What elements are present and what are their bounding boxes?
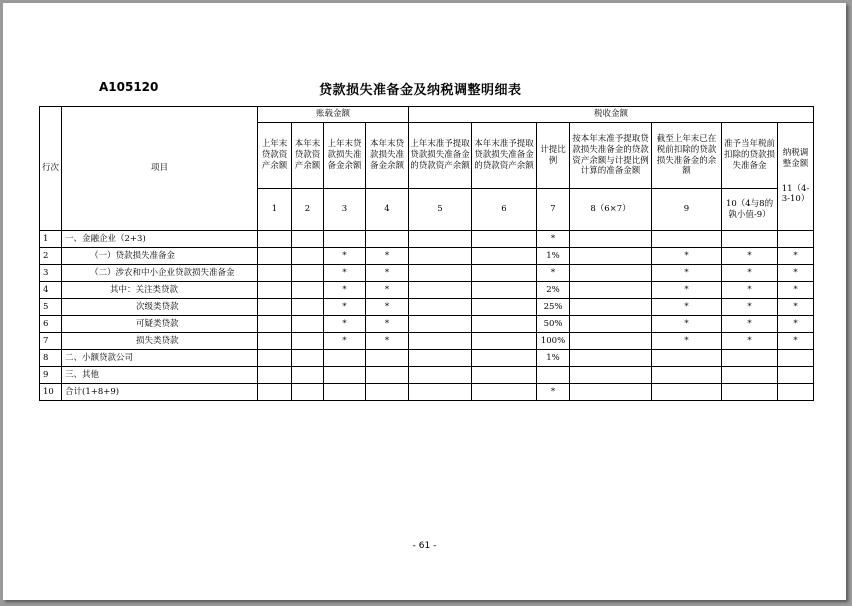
cell-col-7: 25%	[537, 299, 570, 316]
header-col-3: 上年末贷款损失准备金余额	[324, 123, 366, 189]
cell-col-5	[409, 316, 472, 333]
header-col-2: 本年末贷款资产余额	[292, 123, 324, 189]
cell-col-8	[570, 248, 652, 265]
cell-col-3	[324, 350, 366, 367]
cell-col-8	[570, 265, 652, 282]
cell-col-6	[472, 248, 537, 265]
row-item-label: 二、小额贷款公司	[62, 350, 258, 367]
cell-col-7: 2%	[537, 282, 570, 299]
cell-col-9: *	[652, 316, 722, 333]
cell-col-5	[409, 265, 472, 282]
row-item-label: 其中：关注类贷款	[62, 282, 258, 299]
cell-col-2	[292, 350, 324, 367]
row-item-label: 三、其他	[62, 367, 258, 384]
header-col-8: 按本年末准予提取贷款损失准备金的贷款资产余额与计提比例计算的准备金额	[570, 123, 652, 189]
cell-col-3	[324, 367, 366, 384]
cell-col-4: *	[366, 265, 409, 282]
col-number-3: 3	[324, 189, 366, 231]
cell-col-5	[409, 248, 472, 265]
cell-col-8	[570, 384, 652, 401]
table-row	[40, 367, 814, 384]
cell-col-5	[409, 231, 472, 248]
cell-col-6	[472, 333, 537, 350]
cell-col-5	[409, 333, 472, 350]
row-number: 6	[40, 316, 62, 333]
cell-col-6	[472, 265, 537, 282]
header-col-11-label: 纳税调整金额	[782, 147, 809, 169]
row-item-label: 一、金融企业（2+3)	[62, 231, 258, 248]
cell-col-9	[652, 231, 722, 248]
cell-col-2	[292, 265, 324, 282]
col-number-1: 1	[258, 189, 292, 231]
cell-col-6	[472, 282, 537, 299]
cell-col-9	[652, 367, 722, 384]
cell-col-2	[292, 299, 324, 316]
cell-col-1	[258, 384, 292, 401]
cell-col-1	[258, 350, 292, 367]
cell-col-10	[722, 350, 778, 367]
table-row	[40, 350, 814, 367]
cell-col-6	[472, 231, 537, 248]
table-row	[40, 333, 814, 350]
cell-col-1	[258, 367, 292, 384]
row-number: 5	[40, 299, 62, 316]
page-number: - 61 -	[412, 541, 437, 551]
cell-col-1	[258, 265, 292, 282]
cell-col-1	[258, 248, 292, 265]
cell-col-8	[570, 367, 652, 384]
cell-col-4: *	[366, 299, 409, 316]
cell-col-8	[570, 231, 652, 248]
cell-col-8	[570, 316, 652, 333]
header-tax-amount: 税收金额	[409, 107, 814, 123]
cell-col-4: *	[366, 316, 409, 333]
row-number: 2	[40, 248, 62, 265]
header-col-11	[778, 123, 814, 231]
col-number-5: 5	[409, 189, 472, 231]
cell-col-11	[778, 350, 814, 367]
cell-col-3: *	[324, 316, 366, 333]
header-col-6: 本年末准予提取贷款损失准备金的贷款资产余额	[472, 123, 537, 189]
cell-col-2	[292, 333, 324, 350]
cell-col-10: *	[722, 316, 778, 333]
row-number: 9	[40, 367, 62, 384]
table-row	[40, 299, 814, 316]
cell-col-6	[472, 316, 537, 333]
cell-col-9: *	[652, 333, 722, 350]
cell-col-5	[409, 384, 472, 401]
header-col-10: 准予当年税前扣除的贷款损失准备金	[722, 123, 778, 189]
row-number: 8	[40, 350, 62, 367]
cell-col-8	[570, 282, 652, 299]
cell-col-4: *	[366, 333, 409, 350]
cell-col-4	[366, 367, 409, 384]
cell-col-1	[258, 282, 292, 299]
header-col-9: 截至上年末已在税前扣除的贷款损失准备金的余额	[652, 123, 722, 189]
cell-col-10: *	[722, 282, 778, 299]
cell-col-9: *	[652, 248, 722, 265]
row-number: 4	[40, 282, 62, 299]
cell-col-11	[778, 231, 814, 248]
form-code: A105120	[99, 80, 159, 94]
adjustment-table	[39, 106, 814, 401]
cell-col-11: *	[778, 282, 814, 299]
cell-col-10: *	[722, 299, 778, 316]
cell-col-6	[472, 367, 537, 384]
row-item-label: （一）贷款损失准备金	[62, 248, 258, 265]
cell-col-4	[366, 231, 409, 248]
cell-col-11: *	[778, 316, 814, 333]
header-book-amount: 账载金额	[258, 107, 409, 123]
header-row-no: 行次	[40, 107, 62, 231]
row-number: 3	[40, 265, 62, 282]
cell-col-3: *	[324, 299, 366, 316]
table-body	[40, 231, 814, 401]
col-number-8: 8（6×7）	[570, 189, 652, 231]
cell-col-8	[570, 299, 652, 316]
cell-col-7: 100%	[537, 333, 570, 350]
cell-col-3	[324, 231, 366, 248]
cell-col-8	[570, 333, 652, 350]
cell-col-8	[570, 350, 652, 367]
cell-col-6	[472, 384, 537, 401]
cell-col-7: 1%	[537, 248, 570, 265]
cell-col-7: 1%	[537, 350, 570, 367]
cell-col-4	[366, 384, 409, 401]
table-row	[40, 384, 814, 401]
cell-col-11	[778, 367, 814, 384]
header-item: 项目	[62, 107, 258, 231]
cell-col-10	[722, 367, 778, 384]
form-title: 贷款损失准备金及纳税调整明细表	[319, 83, 522, 98]
col-number-2: 2	[292, 189, 324, 231]
cell-col-4: *	[366, 248, 409, 265]
row-item-label: 次级类贷款	[62, 299, 258, 316]
cell-col-11: *	[778, 265, 814, 282]
cell-col-10: *	[722, 333, 778, 350]
cell-col-11: *	[778, 299, 814, 316]
cell-col-1	[258, 299, 292, 316]
cell-col-5	[409, 299, 472, 316]
header-col-7: 计提比例	[537, 123, 570, 189]
table-row	[40, 265, 814, 282]
table-row	[40, 248, 814, 265]
cell-col-5	[409, 282, 472, 299]
cell-col-10: *	[722, 248, 778, 265]
cell-col-11	[778, 384, 814, 401]
cell-col-5	[409, 367, 472, 384]
col-number-4: 4	[366, 189, 409, 231]
header-col-1: 上年末贷款资产余额	[258, 123, 292, 189]
header-col-11-number: 11（4-3-10）	[781, 183, 810, 205]
cell-col-6	[472, 350, 537, 367]
row-item-label: 损失类贷款	[62, 333, 258, 350]
table-row	[40, 316, 814, 333]
cell-col-11: *	[778, 248, 814, 265]
cell-col-7: *	[537, 265, 570, 282]
cell-col-2	[292, 367, 324, 384]
cell-col-7: 50%	[537, 316, 570, 333]
cell-col-10	[722, 384, 778, 401]
cell-col-6	[472, 299, 537, 316]
header-col-5: 上年末准予提取贷款损失准备金的贷款资产余额	[409, 123, 472, 189]
cell-col-2	[292, 384, 324, 401]
cell-col-1	[258, 333, 292, 350]
cell-col-10: *	[722, 265, 778, 282]
document-page	[3, 3, 846, 600]
cell-col-11: *	[778, 333, 814, 350]
row-number: 7	[40, 333, 62, 350]
table-row	[40, 231, 814, 248]
cell-col-10	[722, 231, 778, 248]
row-item-label: 可疑类贷款	[62, 316, 258, 333]
col-number-9: 9	[652, 189, 722, 231]
cell-col-3	[324, 384, 366, 401]
table-row	[40, 282, 814, 299]
row-number: 10	[40, 384, 62, 401]
cell-col-3: *	[324, 265, 366, 282]
cell-col-9	[652, 384, 722, 401]
cell-col-7: *	[537, 384, 570, 401]
cell-col-2	[292, 316, 324, 333]
header-col-4: 本年末贷款损失准备金余额	[366, 123, 409, 189]
cell-col-5	[409, 350, 472, 367]
cell-col-9: *	[652, 282, 722, 299]
col-number-7: 7	[537, 189, 570, 231]
col-number-6: 6	[472, 189, 537, 231]
cell-col-7: *	[537, 231, 570, 248]
cell-col-3: *	[324, 333, 366, 350]
cell-col-9: *	[652, 265, 722, 282]
cell-col-2	[292, 231, 324, 248]
row-number: 1	[40, 231, 62, 248]
cell-col-1	[258, 231, 292, 248]
cell-col-3: *	[324, 282, 366, 299]
row-item-label: 合计(1+8+9)	[62, 384, 258, 401]
cell-col-4	[366, 350, 409, 367]
cell-col-9	[652, 350, 722, 367]
cell-col-2	[292, 282, 324, 299]
col-number-10: 10（4与8的孰小值-9）	[722, 189, 778, 231]
cell-col-1	[258, 316, 292, 333]
cell-col-2	[292, 248, 324, 265]
row-item-label: （二）涉农和中小企业贷款损失准备金	[62, 265, 258, 282]
cell-col-3: *	[324, 248, 366, 265]
cell-col-4: *	[366, 282, 409, 299]
cell-col-7	[537, 367, 570, 384]
cell-col-9: *	[652, 299, 722, 316]
